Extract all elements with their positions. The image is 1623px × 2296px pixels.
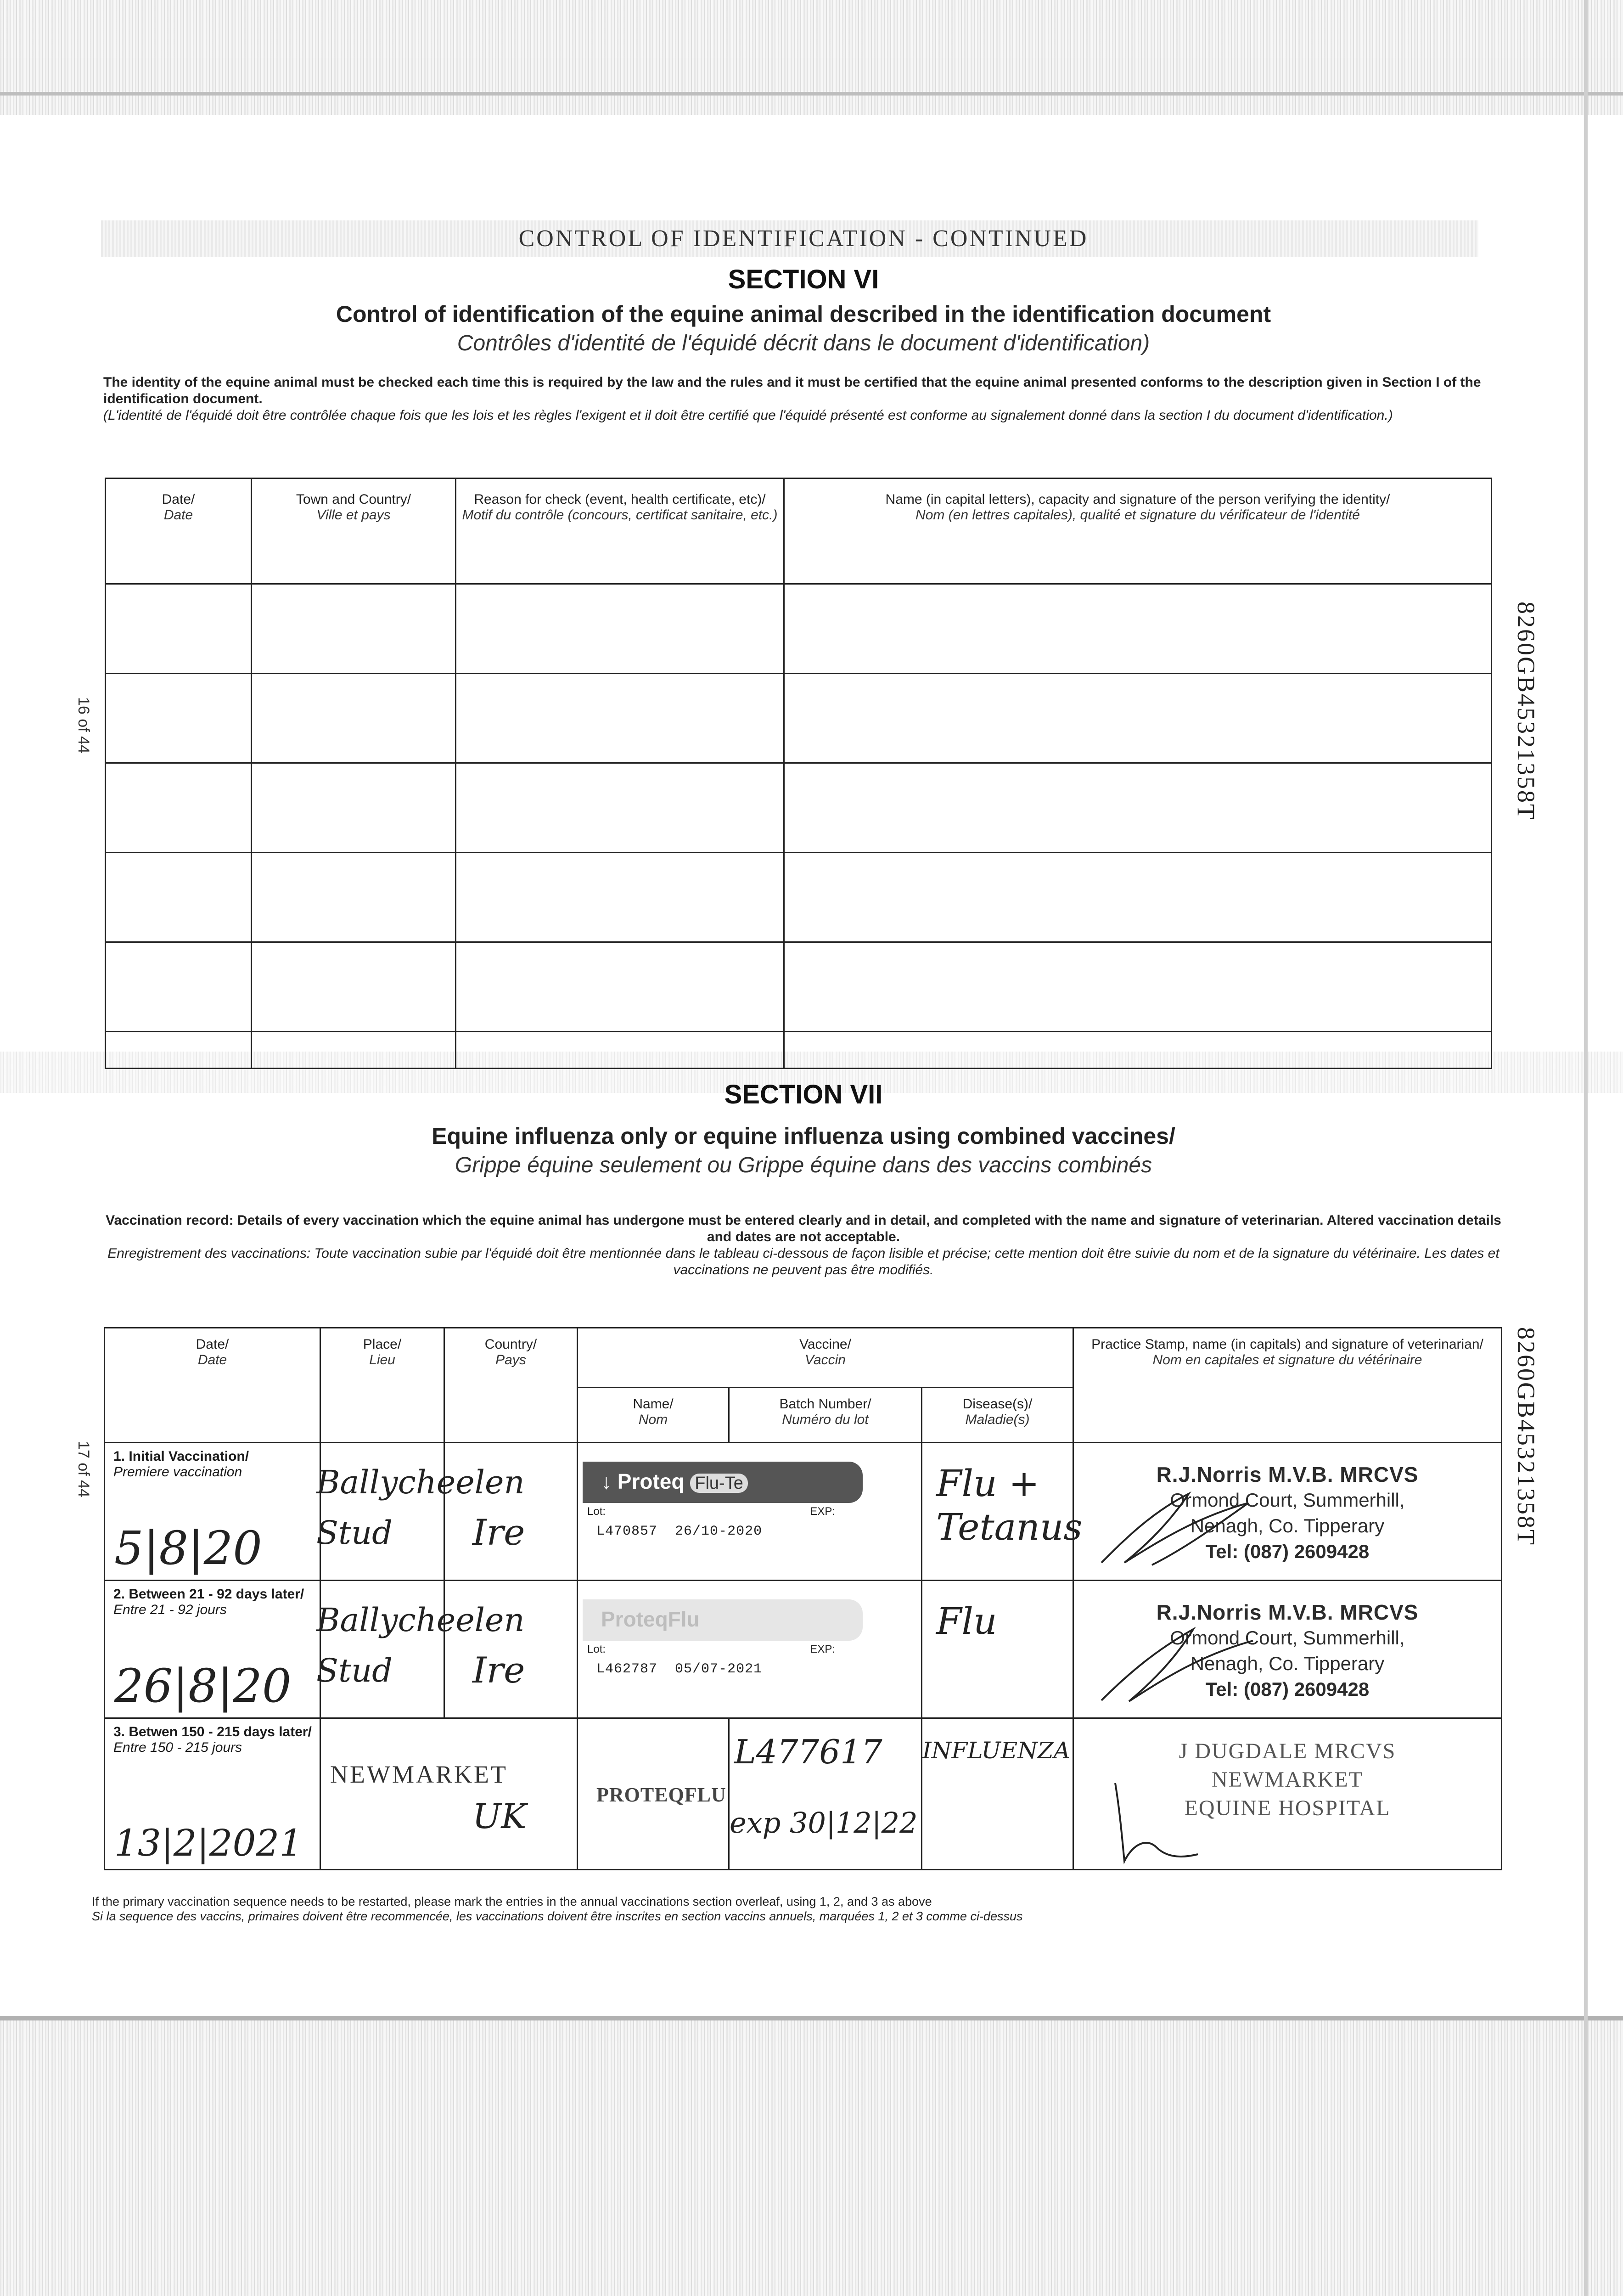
intro-en: The identity of the equine animal must be checked each time this is required by the law and the rules and it must be certified that the equine animal presented conforms to the description given in Section I of the identification document. — [103, 375, 1481, 406]
vet-stamp: R.J.Norris M.V.B. MRCVS Ormond Court, Summerhill, Nenagh, Co. Tipperary Tel: (087) 2609428 — [1156, 1463, 1419, 1562]
country-cell — [444, 1581, 578, 1718]
stamp-cell — [1073, 1581, 1502, 1718]
col-vaccine-name: Name/ Nom — [578, 1388, 729, 1443]
col-disease: Disease(s)/ Maladie(s) — [922, 1388, 1073, 1443]
date-cell — [105, 1443, 320, 1581]
stamp-cell — [1073, 1443, 1502, 1581]
vet-signature — [1101, 1774, 1202, 1866]
vaccination-disease: Flu + Tetanus — [936, 1462, 1083, 1548]
col-batch-number: Batch Number/ Numéro du lot — [729, 1388, 922, 1443]
intro-fr: (L'identité de l'équidé doit être contrôlée chaque fois que les lois et les règles l'exigent et il doit être certifié que l'équidé présenté est conforme au signalement donné dans la section I du document d'identification.) — [103, 408, 1393, 423]
drop-icon: ↓ — [601, 1469, 612, 1493]
section-6-subtitle: Control of identification of the equine animal described in the identification document — [336, 301, 1271, 327]
section-7-intro — [106, 1212, 1501, 1278]
vaccine-name: PROTEQFLU — [596, 1784, 726, 1806]
disease-cell — [922, 1581, 1073, 1718]
vaccination-country: UK — [472, 1797, 527, 1836]
row-label: 1. Initial Vaccination/ Premiere vaccination — [113, 1449, 249, 1480]
vaccine-name-cell — [578, 1718, 729, 1870]
date-cell — [105, 1581, 320, 1718]
vaccination-country: Ire — [472, 1512, 525, 1553]
serial-number: 8260GB45321358T — [1512, 602, 1540, 821]
vaccination-disease: INFLUENZA — [922, 1737, 1070, 1764]
serial-number: 8260GB45321358T — [1512, 1327, 1540, 1546]
scan-border-top — [0, 0, 1623, 115]
place-country-cell — [320, 1718, 578, 1870]
section-6-intro — [103, 374, 1494, 424]
col-date: Date/ Date — [106, 478, 252, 584]
vaccination-row-2 — [105, 1581, 1502, 1718]
identity-check-table — [105, 478, 1492, 1069]
page-edge — [1584, 0, 1588, 2296]
vaccination-place: NEWMARKET — [330, 1761, 508, 1788]
vaccination-place: Ballycheelen Stud — [316, 1601, 525, 1689]
table-row — [106, 674, 1492, 763]
document-header: CONTROL OF IDENTIFICATION - CONTINUED — [518, 225, 1089, 252]
section-6-subtitle-fr: Contrôles d'identité de l'équidé décrit dans le document d'identification) — [457, 331, 1150, 355]
section-7-title: SECTION VII — [724, 1080, 883, 1109]
vaccine-brand: ProteqFlu — [583, 1599, 863, 1641]
batch-number: L477617 — [734, 1733, 882, 1771]
col-place: Place/ Lieu — [320, 1328, 444, 1443]
vaccine-sticker: ↓ Proteq Flu-Te Lot: EXP: L470857 26/10-2020 — [583, 1462, 858, 1549]
vet-stamp: J DUGDALE MRCVS NEWMARKET EQUINE HOSPITAL — [1179, 1739, 1396, 1820]
disease-cell — [922, 1443, 1083, 1581]
vaccination-row-3 — [105, 1718, 1502, 1870]
table-row — [106, 1032, 1492, 1069]
col-vaccine: Vaccine/ Vaccin — [578, 1328, 1073, 1388]
intro-fr: Enregistrement des vaccinations: Toute vaccination subie par l'équidé doit être mentionnée dans le tableau ci-dessous de façon lisible et précise; cette mention doit être suivie du nom et de la signature du vétérinaire. Les dates et vaccinations ne peuvent pas être modifiés. — [107, 1246, 1499, 1277]
vaccine-brand: ↓ Proteq Flu-Te — [583, 1462, 863, 1503]
table-row — [106, 853, 1492, 942]
vaccination-place: Ballycheelen Stud — [316, 1463, 525, 1552]
intro-en: Vaccination record: Details of every vaccination which the equine animal has undergone must be entered clearly and in detail, and completed with the name and signature of veterinarian. Altered vaccination details and dates are not acceptable. — [106, 1213, 1501, 1244]
country-cell — [444, 1443, 578, 1581]
batch-expiry: exp 30|12|22 — [730, 1806, 918, 1840]
disease-cell — [922, 1718, 1073, 1870]
vet-signature — [1097, 1485, 1262, 1567]
section-6-title: SECTION VI — [728, 264, 879, 294]
page-number-17: 17 of 44 — [74, 1441, 92, 1497]
col-date: Date/ Date — [105, 1328, 320, 1443]
vaccination-disease: Flu — [936, 1600, 997, 1643]
vaccine-sticker: ProteqFlu Lot: EXP: L462787 05/07-2021 — [583, 1599, 858, 1687]
vaccination-date: 5|8|20 — [114, 1521, 262, 1575]
row-label: 2. Between 21 - 92 days later/ Entre 21 - 92 jours — [113, 1587, 304, 1617]
col-town-country: Town and Country/ Ville et pays — [252, 478, 456, 584]
vaccination-country: Ire — [472, 1650, 525, 1691]
batch-cell — [729, 1718, 922, 1870]
vaccine-label-cell — [578, 1443, 922, 1581]
vet-stamp: R.J.Norris M.V.B. MRCVS Ormond Court, Summerhill, Nenagh, Co. Tipperary Tel: (087) 2609428 — [1156, 1600, 1419, 1700]
col-country: Country/ Pays — [444, 1328, 578, 1443]
vaccination-date: 13|2|2021 — [114, 1822, 303, 1864]
scan-border-bottom — [0, 2016, 1623, 2296]
stamp-cell — [1073, 1718, 1502, 1870]
table-row — [106, 942, 1492, 1032]
col-verifier: Name (in capital letters), capacity and signature of the person verifying the identity/ Nom (en lettres capitales), qualité et signature du vérificateur de l'identité — [784, 478, 1492, 584]
table-row — [106, 763, 1492, 853]
row-label: 3. Betwen 150 - 215 days later/ Entre 150 - 215 jours — [113, 1724, 312, 1755]
col-practice-stamp: Practice Stamp, name (in capitals) and signature of veterinarian/ Nom en capitales et signature du vétérinaire — [1073, 1328, 1502, 1443]
table-row — [106, 584, 1492, 674]
vaccination-row-1 — [105, 1443, 1502, 1581]
footnote-en: If the primary vaccination sequence needs to be restarted, please mark the entries in the annual vaccinations section overleaf, using 1, 2, and 3 as above — [92, 1895, 932, 1908]
date-cell — [105, 1718, 320, 1870]
footnote-fr: Si la sequence des vaccins, primaires doivent être recommencée, les vaccinations doivent être inscrites en section vaccins annuels, marquées 1, 2 et 3 comme ci-dessus — [92, 1909, 1023, 1923]
vaccination-table — [104, 1327, 1502, 1870]
page-number-16: 16 of 44 — [74, 697, 92, 754]
vaccination-date: 26|8|20 — [114, 1659, 292, 1713]
section-7-subtitle-fr: Grippe équine seulement ou Grippe équine dans des vaccins combinés — [455, 1153, 1152, 1177]
section-7-subtitle: Equine influenza only or equine influenza using combined vaccines/ — [432, 1123, 1175, 1149]
col-reason: Reason for check (event, health certificate, etc)/ Motif du contrôle (concours, certificat sanitaire, etc.) — [456, 478, 784, 584]
vaccine-label-cell — [578, 1581, 922, 1718]
footnote — [92, 1894, 1492, 1924]
vet-signature — [1097, 1622, 1262, 1705]
